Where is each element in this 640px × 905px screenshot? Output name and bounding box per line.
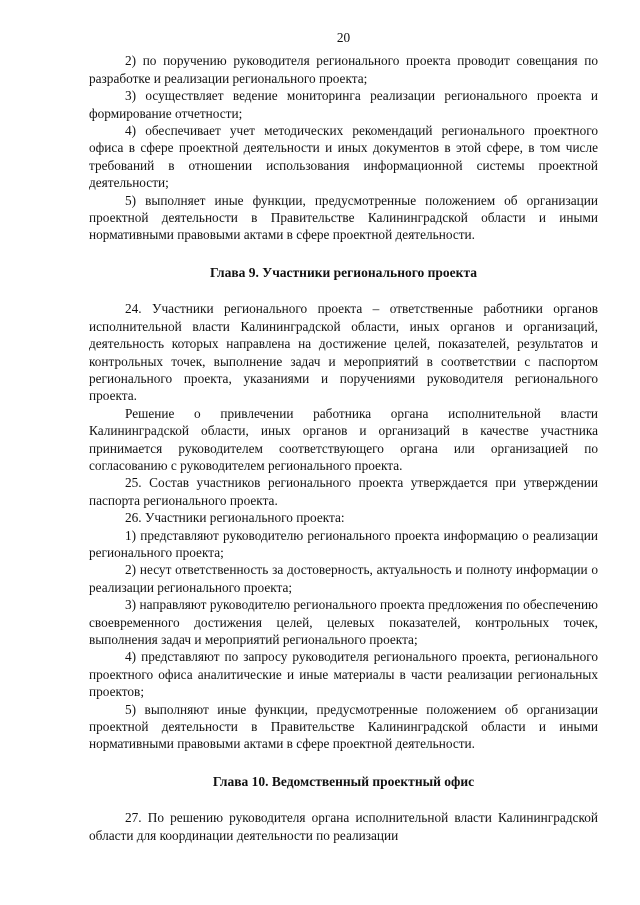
chapter-9-body (89, 300, 598, 753)
list-item: 4) представляют по запросу руководителя регионального проекта, регионального проектного офиса аналитические и иные материалы в части реализации региональных проектов; (89, 649, 598, 700)
section-top-list (89, 52, 598, 243)
paragraph: 25. Состав участников регионального проекта утверждается при утверждении паспорта регионального проекта. (89, 475, 598, 508)
paragraph: 27. По решению руководителя органа исполнительной власти Калининградской области для координации деятельности по реализации (89, 810, 598, 843)
chapter-10-body (89, 809, 598, 844)
paragraph: 26. Участники регионального проекта: (125, 510, 345, 526)
paragraph: 24. Участники регионального проекта – ответственные работники органов исполнительной власти Калининградской области, иных органов и организаций, деятельность которых направлена на достижение целей, показателей, результатов и контрольных точек, выполнение задач и мероприятий в соответствии с паспортом регионального проекта, указаниями и поручениями руководителя регионального проекта. (89, 301, 598, 404)
list-item: 2) по поручению руководителя регионального проекта проводит совещания по разработке и реализации регионального проекта; (89, 53, 598, 86)
chapter-9-heading: Глава 9. Участники регионального проекта (209, 264, 477, 280)
page-number: 20 (336, 30, 351, 45)
list-item: 4) обеспечивает учет методических рекомендаций регионального проектного офиса в сфере проектной деятельности и иных документов в этой сфере, в том числе требований в отношении использования информационной системы проектной деятельности; (89, 123, 598, 191)
list-item: 1) представляют руководителю регионального проекта информацию о реализации регионального проекта; (89, 527, 598, 560)
list-item: 5) выполняют иные функции, предусмотренные положением об организации проектной деятельности в Правительстве Калининградской области и иными нормативными правовыми актами в сфере проектной деятельности. (89, 701, 598, 752)
list-item: 3) направляют руководителю регионального проекта предложения по обеспечению своевременного достижения целей, целевых показателей, контрольных точек, выполнения задач и мероприятий регионального проекта; (89, 597, 598, 647)
list-item: 3) осуществляет ведение мониторинга реализации регионального проекта и формирование отчетности; (89, 88, 598, 121)
list-item: 2) несут ответственность за достоверность, актуальность и полноту информации о реализации регионального проекта; (89, 562, 598, 595)
chapter-10-heading: Глава 10. Ведомственный проектный офис (212, 773, 475, 789)
list-item: 5) выполняет иные функции, предусмотренные положением об организации проектной деятельности в Правительстве Калининградской области и иными нормативными правовыми актами в сфере проектной деятельности. (89, 192, 598, 243)
paragraph: Решение о привлечении работника органа исполнительной власти Калининградской области, иных органов и организаций в качестве участника принимается руководителем соответствующего органа или организацией по согласованию с руководителем регионального проекта. (89, 405, 598, 473)
